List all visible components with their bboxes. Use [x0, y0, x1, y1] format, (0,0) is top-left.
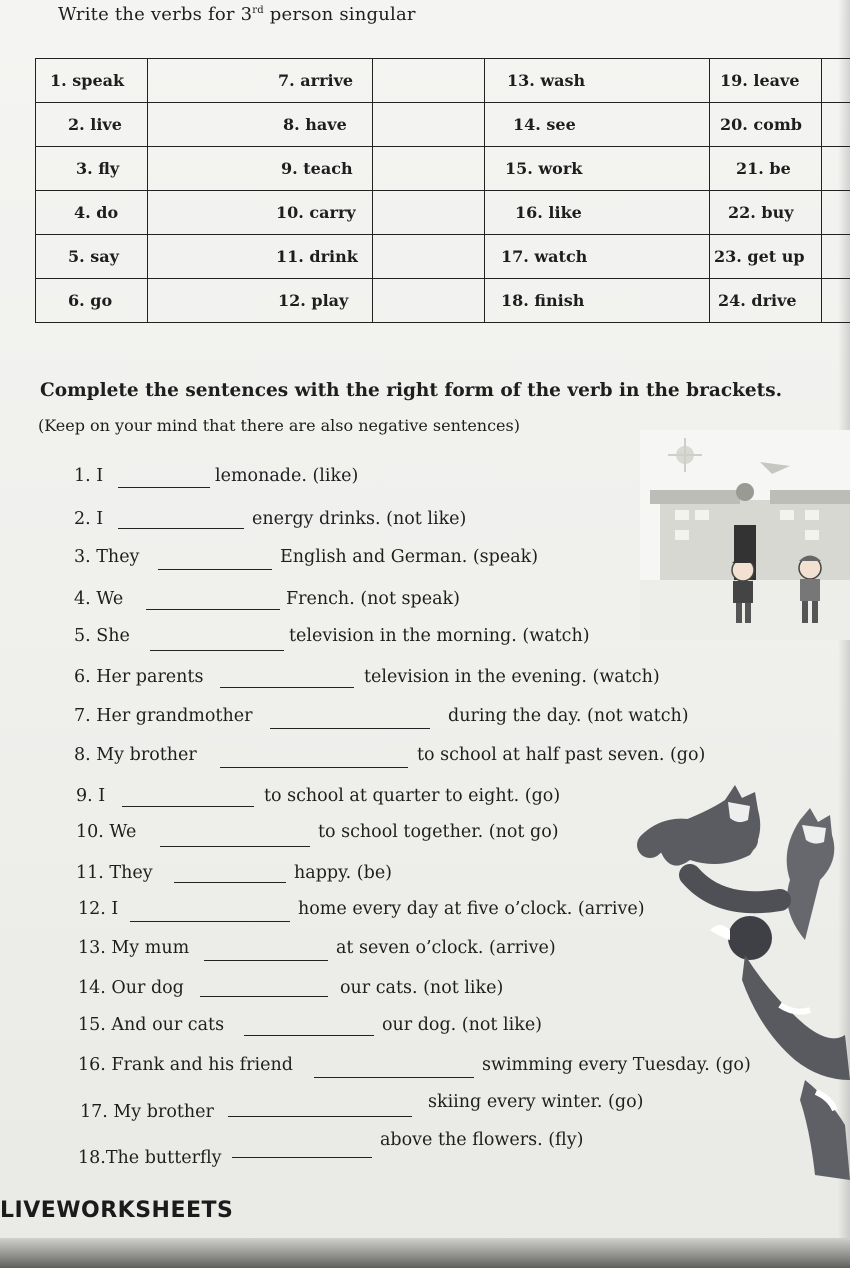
- answer-blank[interactable]: [122, 806, 254, 807]
- answer-blank[interactable]: [220, 767, 408, 768]
- verb-cell: 23. get up: [710, 235, 822, 279]
- table-row: [36, 103, 850, 147]
- verb-cell: 18. finish: [485, 279, 710, 323]
- verb-cell: 9. teach: [148, 147, 373, 191]
- verb-cell: 20. comb: [710, 103, 822, 147]
- photo-bottom-edge: [0, 1238, 850, 1268]
- answer-blank[interactable]: [174, 882, 286, 883]
- exercise-instruction: Complete the sentences with the right form of the verb in the brackets.: [40, 380, 783, 401]
- answer-blank[interactable]: [160, 846, 310, 847]
- verb-table: [35, 58, 850, 323]
- table-row: [36, 59, 850, 103]
- answer-blank[interactable]: [158, 569, 272, 570]
- verb-cell: 2. live: [36, 103, 148, 147]
- verb-cell: 17. watch: [485, 235, 710, 279]
- school-illustration: [640, 430, 850, 640]
- verb-cell: 15. work: [485, 147, 710, 191]
- liveworksheets-logo: LIVEWORKSHEETS: [0, 1198, 234, 1223]
- table-row: [36, 191, 850, 235]
- answer-cell[interactable]: [822, 279, 850, 323]
- answer-cell[interactable]: [822, 147, 850, 191]
- answer-blank[interactable]: [244, 1035, 374, 1036]
- answer-cell[interactable]: [822, 191, 850, 235]
- verb-cell: 24. drive: [710, 279, 822, 323]
- verb-cell: 19. leave: [710, 59, 822, 103]
- answer-cell[interactable]: [373, 59, 485, 103]
- answer-blank[interactable]: [228, 1116, 412, 1117]
- table-row: [36, 147, 850, 191]
- verb-cell: 5. say: [36, 235, 148, 279]
- answer-blank[interactable]: [220, 687, 354, 688]
- answer-blank[interactable]: [314, 1077, 474, 1078]
- answer-blank[interactable]: [118, 487, 210, 488]
- verb-cell: 3. fly: [36, 147, 148, 191]
- verb-cell: 22. buy: [710, 191, 822, 235]
- verb-cell: 12. play: [148, 279, 373, 323]
- answer-cell[interactable]: [822, 103, 850, 147]
- answer-blank[interactable]: [204, 960, 328, 961]
- verb-cell: 10. carry: [148, 191, 373, 235]
- verb-cell: 8. have: [148, 103, 373, 147]
- verb-cell: 6. go: [36, 279, 148, 323]
- verb-cell: 4. do: [36, 191, 148, 235]
- page-title: Write the verbs for 3rd person singular: [58, 4, 416, 25]
- answer-blank[interactable]: [146, 609, 280, 610]
- exercise-note: (Keep on your mind that there are also negative sentences): [38, 416, 520, 435]
- answer-blank[interactable]: [150, 650, 284, 651]
- table-row: [36, 235, 850, 279]
- verb-cell: 13. wash: [485, 59, 710, 103]
- answer-blank[interactable]: [232, 1157, 372, 1158]
- answer-cell[interactable]: [373, 191, 485, 235]
- answer-cell[interactable]: [373, 103, 485, 147]
- verb-cell: 14. see: [485, 103, 710, 147]
- answer-cell[interactable]: [822, 59, 850, 103]
- verb-cell: 7. arrive: [148, 59, 373, 103]
- answer-blank[interactable]: [118, 528, 244, 529]
- answer-cell[interactable]: [373, 279, 485, 323]
- answer-blank[interactable]: [130, 921, 290, 922]
- verb-cell: 16. like: [485, 191, 710, 235]
- answer-blank[interactable]: [270, 728, 430, 729]
- verb-cell: 21. be: [710, 147, 822, 191]
- answer-blank[interactable]: [200, 996, 328, 997]
- cats-and-dog-illustration: [630, 780, 850, 1180]
- table-row: [36, 279, 850, 323]
- answer-cell[interactable]: [822, 235, 850, 279]
- verb-cell: 1. speak: [36, 59, 148, 103]
- answer-cell[interactable]: [373, 235, 485, 279]
- verb-cell: 11. drink: [148, 235, 373, 279]
- answer-cell[interactable]: [373, 147, 485, 191]
